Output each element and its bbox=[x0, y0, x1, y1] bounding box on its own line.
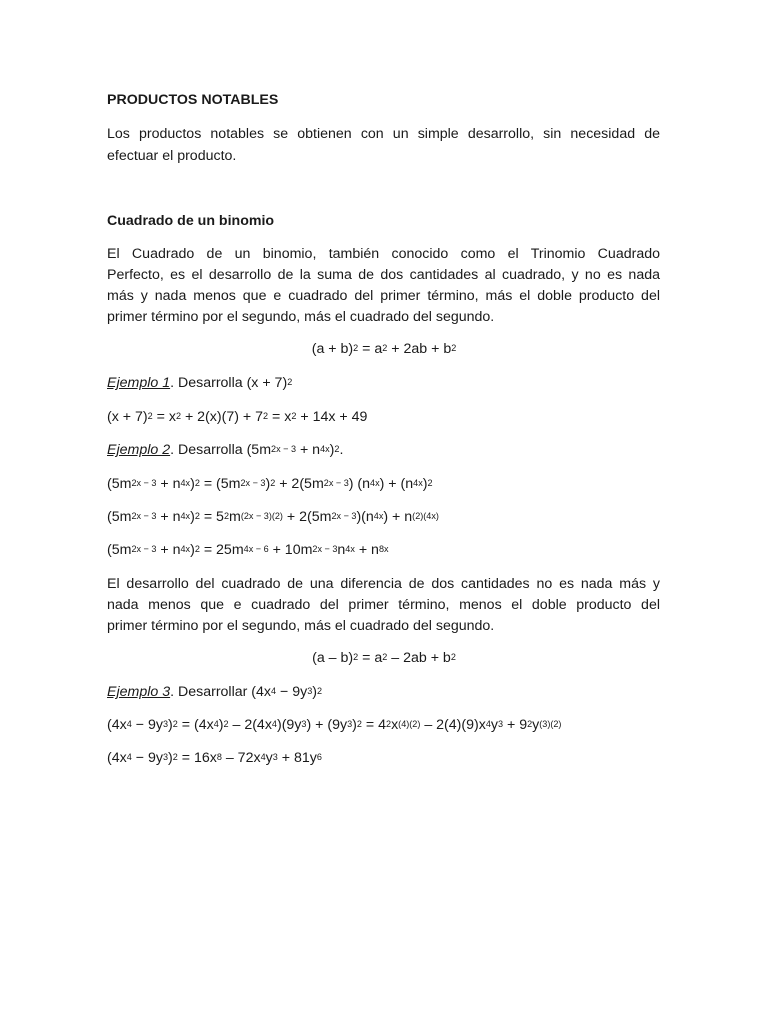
example-2-label: Ejemplo 2 bbox=[107, 442, 171, 458]
paragraph-2-line-3: primer término por el segundo, más el cuadrado del segundo. bbox=[107, 618, 495, 634]
example-3-label: Ejemplo 3 bbox=[107, 684, 171, 700]
example-1-label: Ejemplo 1 bbox=[107, 375, 171, 391]
example-2-step-1: $(5m^{2x - 3} + n^{4x})^2 = (5m^{2x - 3})^2 + 2(5m^{2x - 3}) (n^{4x}) + (n^{4x})^2$ bbox=[107, 476, 433, 492]
intro-line-2: efectuar el producto. bbox=[107, 148, 237, 164]
example-3-step-1: $(4x^4 - 9y^3)^2 = (4x^4)^2 - 2(4x^4)(9y^3) + (9y^3)^2 = 4^2x^{(4)(2)} - 2(4)(9)x^4y^3 + 9^2y^{(3)(2)}$ bbox=[107, 717, 562, 733]
paragraph-1-line-1: El Cuadrado de un binomio, también conocido como el Trinomio Cuadrado bbox=[107, 246, 660, 262]
formula-square-of-difference: $(a - b)^2 = a^2 - 2ab + b^2$ bbox=[312, 650, 456, 666]
paragraph-1-line-4: primer término por el segundo, más el cuadrado del segundo. bbox=[107, 309, 495, 325]
example-2-statement: Ejemplo 2. Desarrolla $(5m^{2x - 3} + n^{4x})^2$. bbox=[107, 442, 344, 458]
section-heading: Cuadrado de un binomio bbox=[107, 213, 275, 229]
paragraph-1-line-2: Perfecto, es el desarrollo de la suma de dos cantidades al cuadrado, y no es nada bbox=[107, 267, 660, 283]
example-2-step-3: $(5m^{2x - 3} + n^{4x})^2 = 25m^{4x - 6} + 10m^{2x - 3}n^{4x} + n^{8x}$ bbox=[107, 542, 389, 558]
paragraph-2-line-2: nada menos que e cuadrado del primer término, menos el doble producto del bbox=[107, 597, 660, 613]
example-3-statement: Ejemplo 3. Desarrollar $(4x^4 - 9y^3)^2$ bbox=[107, 684, 323, 700]
example-1-statement: Ejemplo 1. Desarrolla $(x + 7)^2$ bbox=[107, 375, 293, 391]
intro-line-1: Los productos notables se obtienen con un simple desarrollo, sin necesidad de bbox=[107, 126, 660, 142]
example-1-solution: $(x + 7)^2 = x^2 + 2(x)(7) + 7^2 = x^2 + 14x + 49$ bbox=[107, 409, 368, 425]
paragraph-1-line-3: más y nada menos que e cuadrado del primer término, más el doble producto del bbox=[107, 288, 660, 304]
page-title: PRODUCTOS NOTABLES bbox=[107, 92, 279, 108]
paragraph-2-line-1: El desarrollo del cuadrado de una diferencia de dos cantidades no es nada más y bbox=[107, 576, 660, 592]
example-2-step-2: $(5m^{2x - 3} + n^{4x})^2 = 5^2m^{(2x - 3)(2)} + 2(5m^{2x - 3})(n^{4x}) + n^{(2)(4x)}$ bbox=[107, 509, 439, 525]
example-3-step-2: $(4x^4 - 9y^3)^2 = 16x^8 - 72x^4y^3 + 81y^6$ bbox=[107, 750, 322, 766]
formula-square-of-sum: $(a + b)^2 = a^2 + 2ab + b^2$ bbox=[311, 341, 457, 357]
